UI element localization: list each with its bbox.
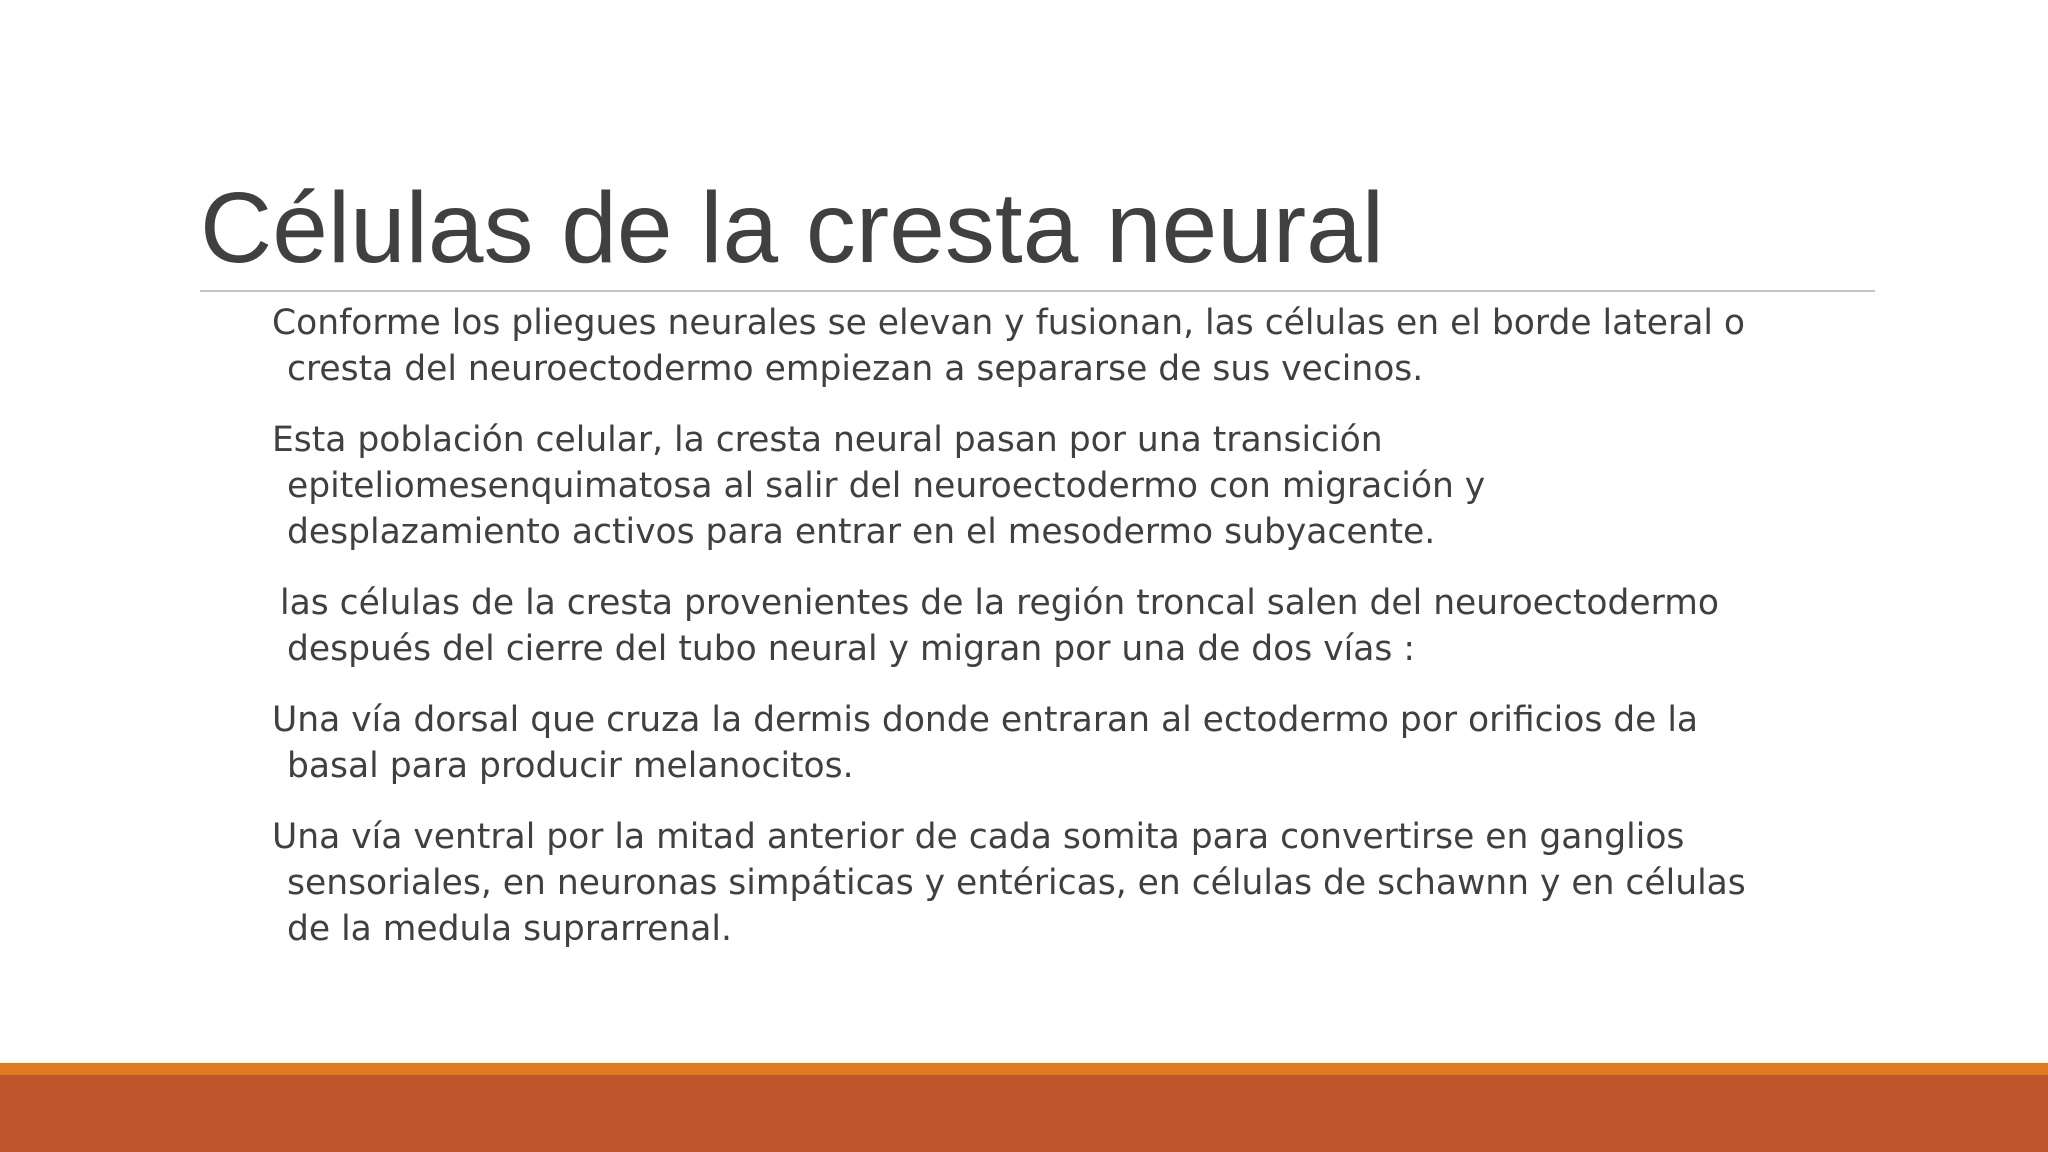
body-paragraph-4: Una vía dorsal que cruza la dermis donde entraran al ectodermo por orificios de la basal para producir melanocitos. (272, 700, 1699, 786)
footer-band (0, 1075, 2048, 1152)
slide-body (272, 300, 1752, 977)
footer-accent-stripe (0, 1063, 2048, 1075)
body-paragraph-1: Conforme los pliegues neurales se elevan y fusionan, las células en el borde lateral o cresta del neuroectodermo empiezan a separarse de sus vecinos. (272, 303, 1746, 389)
body-paragraph-5: Una vía ventral por la mitad anterior de cada somita para convertirse en ganglios sensoriales, en neuronas simpáticas y entéricas, en células de schawnn y en células de la medula suprarrenal. (272, 817, 1746, 949)
body-paragraph-2: Esta población celular, la cresta neural pasan por una transición epiteliomesenquimatosa al salir del neuroectodermo con migración y desplazamiento activos para entrar en el mesodermo subyacente. (272, 420, 1486, 552)
body-paragraph-3: las células de la cresta provenientes de la región troncal salen del neuroectodermo después del cierre del tubo neural y migran por una de dos vías : (280, 583, 1719, 669)
title-divider (200, 290, 1875, 292)
slide-title: Células de la cresta neural (200, 172, 1384, 284)
